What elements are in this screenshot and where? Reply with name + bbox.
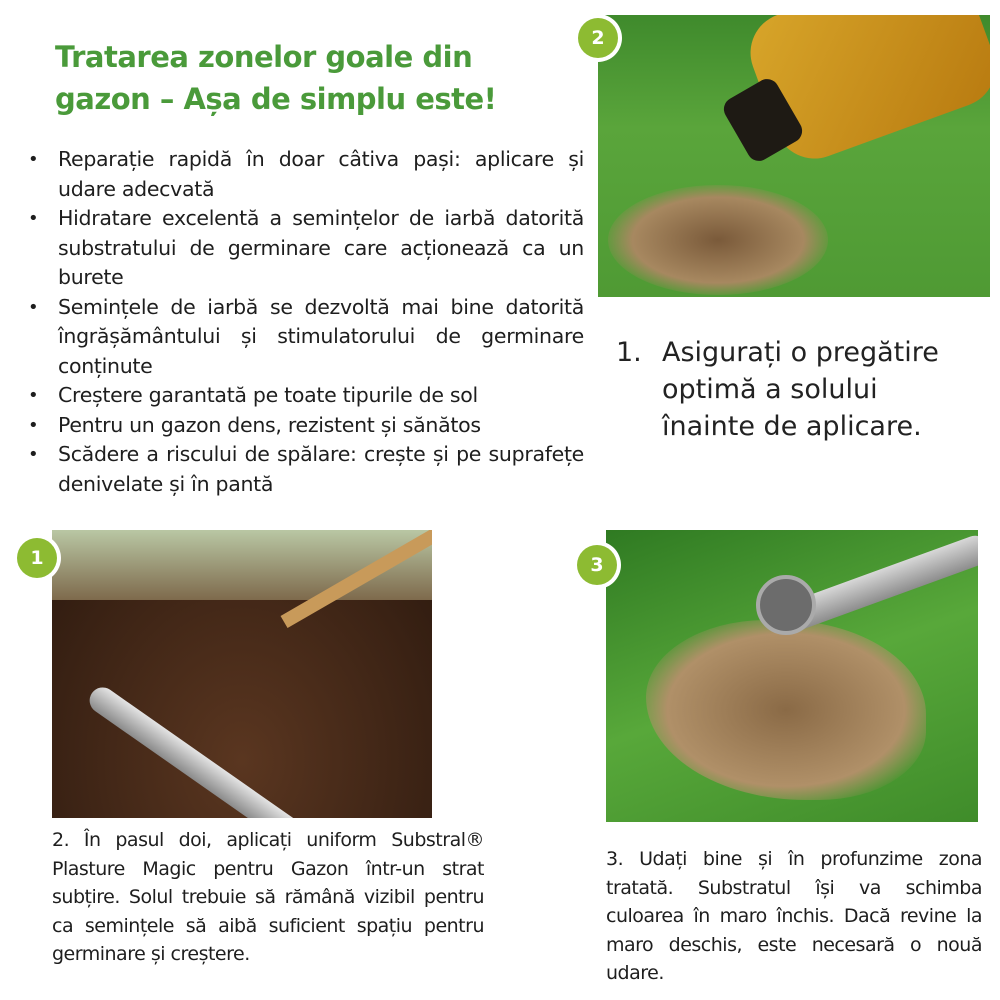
benefits-list: [28, 145, 584, 499]
bullet-marker: •: [28, 385, 39, 406]
rake-head: [85, 682, 346, 818]
list-item-text: Hidratare excelentă a semințelor de iarbă datorită substratului de germinare care acționează ca un burete: [58, 206, 584, 289]
bullet-marker: •: [28, 414, 39, 436]
list-item-text: Reparație rapidă în doar câtiva pași: aplicare și udare adecvată: [58, 147, 584, 201]
step-badge-1: 1: [17, 538, 57, 578]
step-1-number: 1.: [616, 337, 642, 368]
treated-patch: [646, 620, 926, 800]
watering-can-rose: [756, 575, 816, 635]
step-1-text: Asigurați o pregătire optimă a solului înainte de aplicare.: [662, 337, 939, 442]
photo-applying-product: [598, 15, 990, 297]
list-item: [28, 381, 584, 411]
step-badge-3: 3: [577, 545, 617, 585]
step-2-caption: 2. În pasul doi, aplicați uniform Substral® Plasture Magic pentru Gazon într-un strat subțire. Solul trebuie să rămână vizibil pentru ca semințele să aibă suficient spațiu pentru germinare și creștere.: [52, 829, 484, 965]
list-item-text: Creștere garantată pe toate tipurile de sol: [58, 383, 478, 407]
list-item-text: Semințele de iarbă se dezvoltă mai bine datorită îngrășământului și stimulatorului de germinare conținute: [58, 294, 584, 378]
bullet-marker: •: [28, 149, 39, 170]
bullet-marker: •: [28, 444, 39, 465]
bullet-marker: •: [28, 208, 39, 229]
bullet-marker: •: [28, 296, 39, 318]
list-item: [28, 411, 584, 441]
list-item: [28, 293, 584, 382]
list-item: [28, 204, 584, 293]
list-item: [28, 145, 584, 204]
step-3-caption: 3. Udați bine și în profunzime zona tratată. Substratul își va schimba culoarea în maro închis. Dacă revine la maro deschis, este necesară o nouă udare.: [606, 848, 982, 984]
photo-watering-lawn: [606, 530, 978, 822]
list-item-text: Pentru un gazon dens, rezistent și sănătos: [58, 412, 481, 437]
list-item: [28, 440, 584, 499]
list-item-text: Scădere a riscului de spălare: crește și pe suprafețe denivelate și în pantă: [58, 442, 584, 496]
step-badge-2: 2: [578, 18, 618, 58]
photo-raking-soil: [52, 530, 432, 818]
bare-patch: [608, 185, 828, 295]
step-1-caption: [616, 334, 966, 445]
page-title: Tratarea zonelor goale din gazon – Așa de simplu este!: [55, 40, 497, 116]
